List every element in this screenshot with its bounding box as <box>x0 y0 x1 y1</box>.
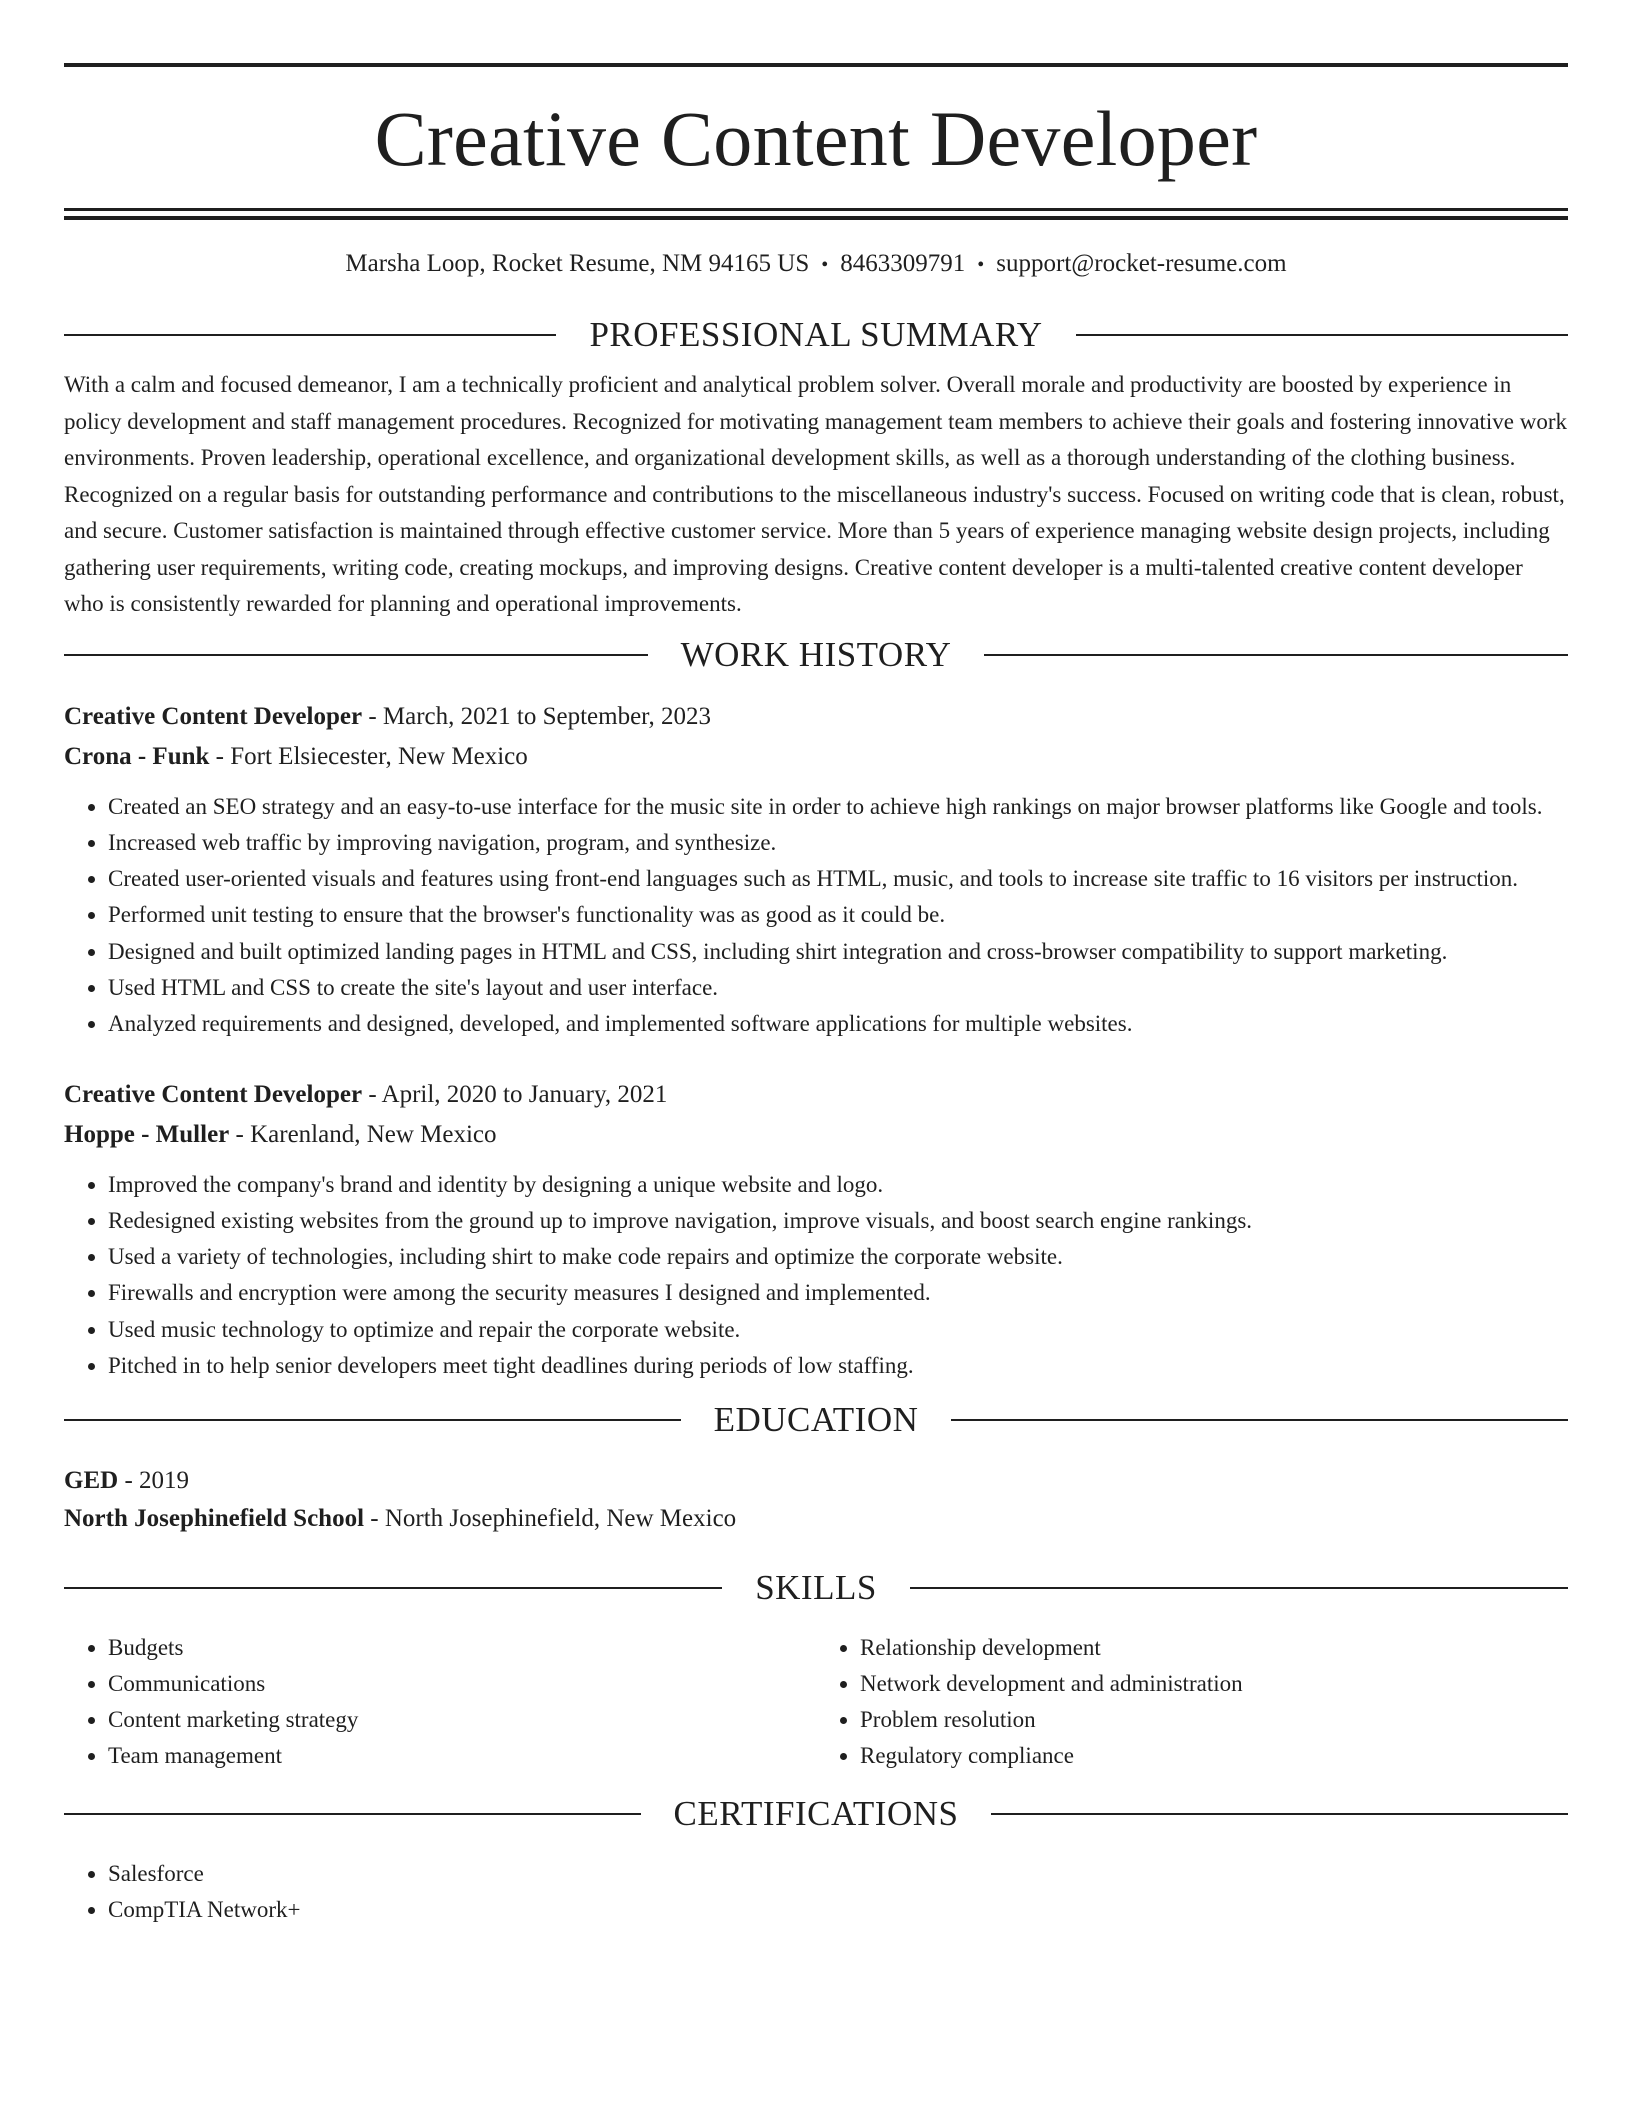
job-location: - Karenland, New Mexico <box>229 1120 497 1148</box>
heading-rule-right <box>951 1419 1568 1421</box>
list-item: • Increased web traffic by improving navigation, program, and synthesize. <box>108 825 1568 861</box>
job-dates: - April, 2020 to January, 2021 <box>362 1080 668 1108</box>
contact-separator: • <box>821 254 829 276</box>
resume-page <box>64 0 1568 1928</box>
section-label: SKILLS <box>755 1568 877 1608</box>
summary-text: With a calm and focused demeanor, I am a technically proficient and analytical problem solver. Overall morale and productivity are boosted by experience in policy development and staff management procedures. Recognized for motivating management team members to achieve their goals and fostering innovative work environments. Proven leadership, operational excellence, and organizational development skills, as well as a thorough understanding of the clothing business. Recognized on a regular basis for outstanding performance and contributions to the miscellaneous industry's success. Focused on writing code that is clean, robust, and secure. Customer satisfaction is maintained through effective customer service. More than 5 years of experience managing website design projects, including gathering user requirements, writing code, creating mockups, and improving designs. Creative content developer is a multi-talented creative content developer who is consistently rewarded for planning and operational improvements. <box>64 372 1568 616</box>
job-bullets <box>64 789 1568 1043</box>
education-location: - North Josephinefield, New Mexico <box>364 1505 737 1533</box>
list-item: • Relationship development <box>860 1630 1568 1666</box>
skills-column-left <box>64 1630 816 1774</box>
heading-rule-right <box>984 654 1568 656</box>
list-item: • Used a variety of technologies, including shirt to make code repairs and optimize the corporate website. <box>108 1239 1568 1275</box>
section-heading-summary <box>64 315 1568 355</box>
heading-rule-right <box>991 1813 1568 1815</box>
job-company: Crona - Funk <box>64 742 210 770</box>
heading-rule-left <box>64 1587 722 1589</box>
education-entry <box>64 1462 1568 1538</box>
list-item: • Budgets <box>108 1630 816 1666</box>
list-item: • Used HTML and CSS to create the site's layout and user interface. <box>108 970 1568 1006</box>
job-entry <box>64 697 1568 1043</box>
job-bullets <box>64 1167 1568 1385</box>
top-rule <box>64 63 1568 67</box>
job-location: - Fort Elsiecester, New Mexico <box>209 742 528 770</box>
skills-column-right <box>816 1630 1568 1774</box>
list-item: • Created user-oriented visuals and features using front-end languages such as HTML, music, and tools to increase site traffic to 16 visitors per instruction. <box>108 861 1568 897</box>
list-item: • Problem resolution <box>860 1702 1568 1738</box>
contact-email: support@rocket-resume.com <box>996 250 1287 277</box>
contact-line <box>64 249 1568 279</box>
list-item: • Redesigned existing websites from the ground up to improve navigation, improve visuals, and boost search engine rankings. <box>108 1203 1568 1239</box>
list-item: • Designed and built optimized landing pages in HTML and CSS, including shirt integration and cross-browser compatibility to support marketing. <box>108 934 1568 970</box>
list-item: • CompTIA Network+ <box>108 1892 1568 1928</box>
list-item: • Used music technology to optimize and repair the corporate website. <box>108 1312 1568 1348</box>
list-item: • Created an SEO strategy and an easy-to-use interface for the music site in order to achieve high rankings on major browser platforms like Google and tools. <box>108 789 1568 825</box>
heading-rule-right <box>910 1587 1568 1589</box>
section-label: CERTIFICATIONS <box>673 1794 959 1834</box>
certifications-list <box>64 1856 1568 1928</box>
contact-separator: • <box>977 254 985 276</box>
job-company: Hoppe - Muller <box>64 1120 230 1148</box>
section-label: EDUCATION <box>713 1400 919 1440</box>
job-title: Creative Content Developer <box>64 1080 363 1108</box>
section-label: WORK HISTORY <box>680 634 952 674</box>
section-heading-certifications <box>64 1794 1568 1834</box>
heading-rule-left <box>64 654 648 656</box>
list-item: • Salesforce <box>108 1856 1568 1892</box>
list-item: • Performed unit testing to ensure that the browser's functionality was as good as it could be. <box>108 897 1568 933</box>
section-heading-skills <box>64 1568 1568 1608</box>
job-entry <box>64 1075 1568 1385</box>
section-heading-education <box>64 1400 1568 1440</box>
list-item: • Firewalls and encryption were among the security measures I designed and implemented. <box>108 1275 1568 1311</box>
heading-rule-left <box>64 1419 681 1421</box>
list-item: • Improved the company's brand and identity by designing a unique website and logo. <box>108 1167 1568 1203</box>
contact-address: Marsha Loop, Rocket Resume, NM 94165 US <box>345 250 810 277</box>
heading-rule-left <box>64 334 556 336</box>
job-title-line <box>64 697 1568 737</box>
education-degree-line <box>64 1462 1568 1500</box>
job-company-line <box>64 737 1568 777</box>
contact-phone: 8463309791 <box>840 250 966 277</box>
list-item: • Content marketing strategy <box>108 1702 816 1738</box>
job-company-line <box>64 1115 1568 1155</box>
heading-rule-left <box>64 1813 641 1815</box>
job-dates: - March, 2021 to September, 2023 <box>362 702 711 730</box>
job-title: Creative Content Developer <box>64 702 363 730</box>
skills-list <box>64 1630 1568 1774</box>
list-item: • Communications <box>108 1666 816 1702</box>
list-item: • Pitched in to help senior developers meet tight deadlines during periods of low staffing. <box>108 1348 1568 1384</box>
section-label: PROFESSIONAL SUMMARY <box>589 315 1043 354</box>
education-school-line <box>64 1500 1568 1538</box>
education-degree: GED <box>64 1467 119 1495</box>
education-year: - 2019 <box>118 1467 190 1495</box>
list-item: • Regulatory compliance <box>860 1738 1568 1774</box>
title-double-rule <box>64 208 1568 220</box>
section-heading-work-history <box>64 635 1568 675</box>
job-title-line <box>64 1075 1568 1115</box>
resume-title: Creative Content Developer <box>374 95 1258 182</box>
list-item: • Network development and administration <box>860 1666 1568 1702</box>
list-item: • Team management <box>108 1738 816 1774</box>
heading-rule-right <box>1076 334 1568 336</box>
list-item: • Analyzed requirements and designed, developed, and implemented software applications for multiple websites. <box>108 1006 1568 1042</box>
education-school: North Josephinefield School <box>64 1505 365 1533</box>
